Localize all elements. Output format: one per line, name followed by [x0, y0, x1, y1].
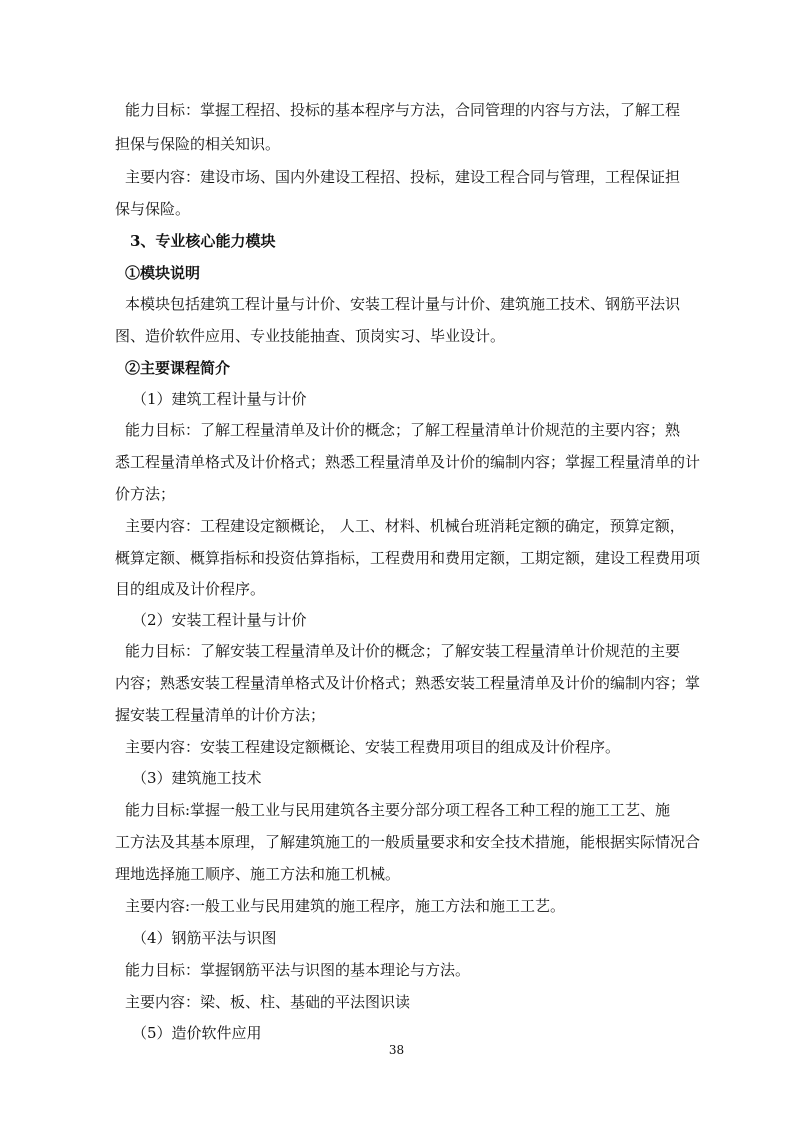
- paragraph-line: 能力目标：掌握工程招、投标的基本程序与方法，合同管理的内容与方法，了解工程: [125, 101, 681, 119]
- paragraph-line: 能力目标:掌握一般工业与民用建筑各主要分部分项工程各工种工程的施工工艺、施: [125, 801, 671, 819]
- course-heading: （3）建筑施工技术: [132, 769, 262, 787]
- paragraph-line: 主要内容：安装工程建设定额概论、安装工程费用项目的组成及计价程序。: [125, 738, 621, 756]
- paragraph-line: 主要内容：工程建设定额概论， 人工、材料、机械台班消耗定额的确定，预算定额，: [125, 517, 685, 535]
- paragraph-line: 工方法及其基本原理，了解建筑施工的一般质量要求和安全技术措施，能根据实际情况合: [115, 833, 701, 851]
- course-heading: （1）建筑工程计量与计价: [132, 390, 307, 408]
- paragraph-line: 能力目标：了解工程量清单及计价的概念；了解工程量清单计价规范的主要内容；熟: [125, 421, 681, 439]
- paragraph-line: 本模块包括建筑工程计量与计价、安装工程计量与计价、建筑施工技术、钢筋平法识: [125, 295, 681, 313]
- paragraph-line: 能力目标：掌握钢筋平法与识图的基本理论与方法。: [125, 961, 471, 979]
- course-heading: （4）钢筋平法与识图: [132, 929, 277, 947]
- section-heading: 3、专业核心能力模块: [130, 232, 276, 250]
- subsection-heading: ①模块说明: [125, 264, 201, 282]
- paragraph-line: 图、造价软件应用、专业技能抽查、顶岗实习、毕业设计。: [115, 327, 506, 345]
- paragraph-line: 主要内容:一般工业与民用建筑的施工程序，施工方法和施工工艺。: [125, 897, 566, 915]
- course-heading: （2）安装工程计量与计价: [132, 611, 307, 629]
- paragraph-line: 概算定额、概算指标和投资估算指标，工程费用和费用定额，工期定额，建设工程费用项: [115, 549, 701, 567]
- paragraph-line: 目的组成及计价程序。: [115, 580, 266, 598]
- course-heading: （5）造价软件应用: [132, 1024, 262, 1042]
- paragraph-line: 内容；熟悉安装工程量清单格式及计价格式；熟悉安装工程量清单及计价的编制内容；掌: [115, 674, 701, 692]
- paragraph-line: 握安装工程量清单的计价方法；: [115, 706, 326, 724]
- paragraph-line: 主要内容：梁、板、柱、基础的平法图识读: [125, 993, 411, 1011]
- paragraph-line: 理地选择施工顺序、施工方法和施工机械。: [115, 865, 401, 883]
- paragraph-line: 悉工程量清单格式及计价格式；熟悉工程量清单及计价的编制内容；掌握工程量清单的计: [115, 453, 701, 471]
- subsection-heading: ②主要课程简介: [125, 359, 231, 377]
- page-number: 38: [388, 1043, 405, 1057]
- paragraph-line: 价方法；: [115, 485, 176, 503]
- paragraph-line: 担保与保险的相关知识。: [115, 135, 281, 153]
- paragraph-line: 保与保险。: [115, 200, 191, 218]
- paragraph-line: 主要内容：建设市场、国内外建设工程招、投标，建设工程合同与管理，工程保证担: [125, 168, 681, 186]
- paragraph-line: 能力目标：了解安装工程量清单及计价的概念；了解安装工程量清单计价规范的主要: [125, 642, 681, 660]
